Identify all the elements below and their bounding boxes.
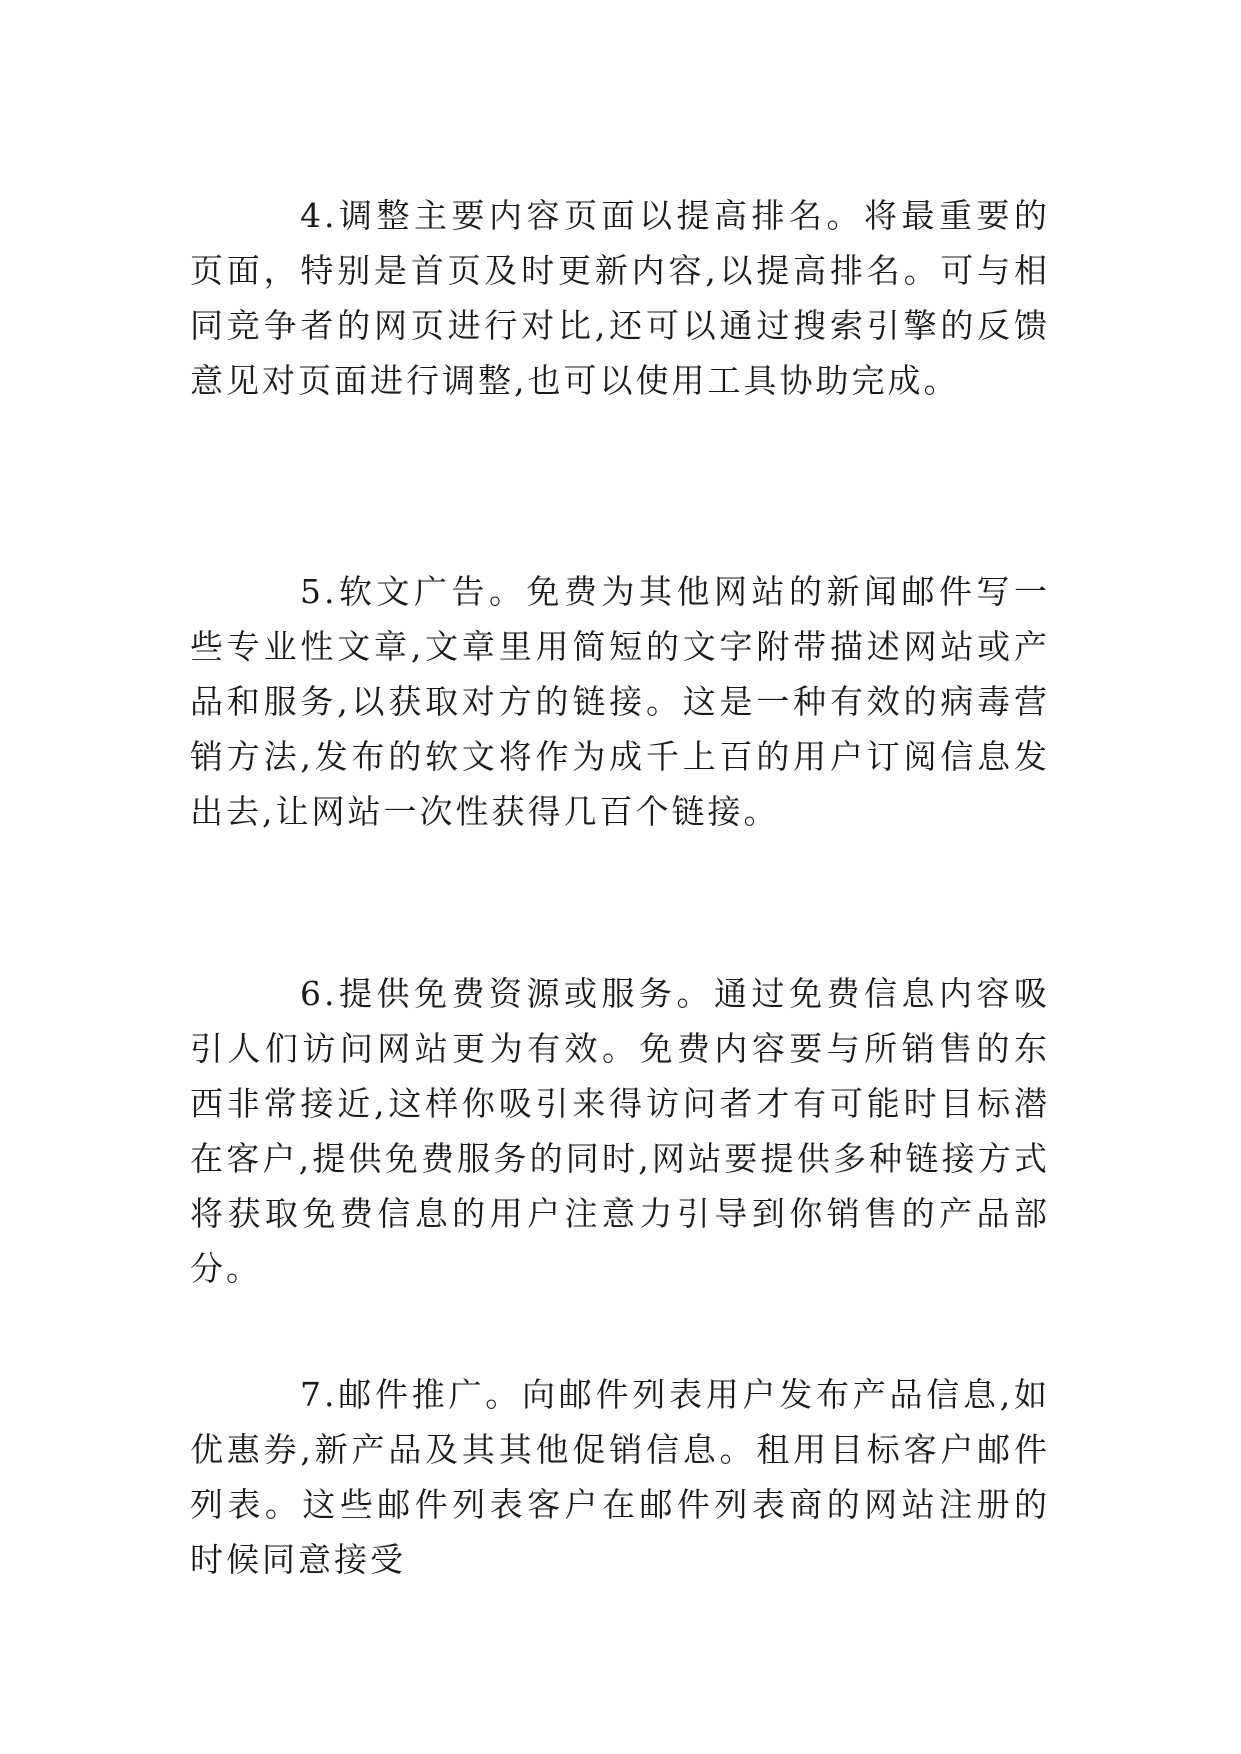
paragraph-5-soft-article-ads: 5.软文广告。免费为其他网站的新闻邮件写一些专业性文章,文章里用简短的文字附带描述网站或产品和服务,以获取对方的链接。这是一种有效的病毒营销方法,发布的软文将作为成千上百的用户订阅信息发出去,让网站一次性获得几百个链接。 [190,572,1050,831]
paragraph-7-email-promotion: 7.邮件推广。向邮件列表用户发布产品信息,如优惠券,新产品及其其他促销信息。租用目标客户邮件列表。这些邮件列表客户在邮件列表商的网站注册的时候同意接受 [190,1375,1050,1579]
paragraph-4-content-adjustment: 4.调整主要内容页面以提高排名。将最重要的页面，特别是首页及时更新内容,以提高排名。可与相同竞争者的网页进行对比,还可以通过搜索引擎的反馈意见对页面进行调整,也可以使用工具协助完成。 [190,196,1050,400]
paragraph-6-free-resources: 6.提供免费资源或服务。通过免费信息内容吸引人们访问网站更为有效。免费内容要与所销售的东西非常接近,这样你吸引来得访问者才有可能时目标潜在客户,提供免费服务的同时,网站要提供多种链接方式将获取免费信息的用户注意力引导到你销售的产品部分。 [190,974,1050,1288]
